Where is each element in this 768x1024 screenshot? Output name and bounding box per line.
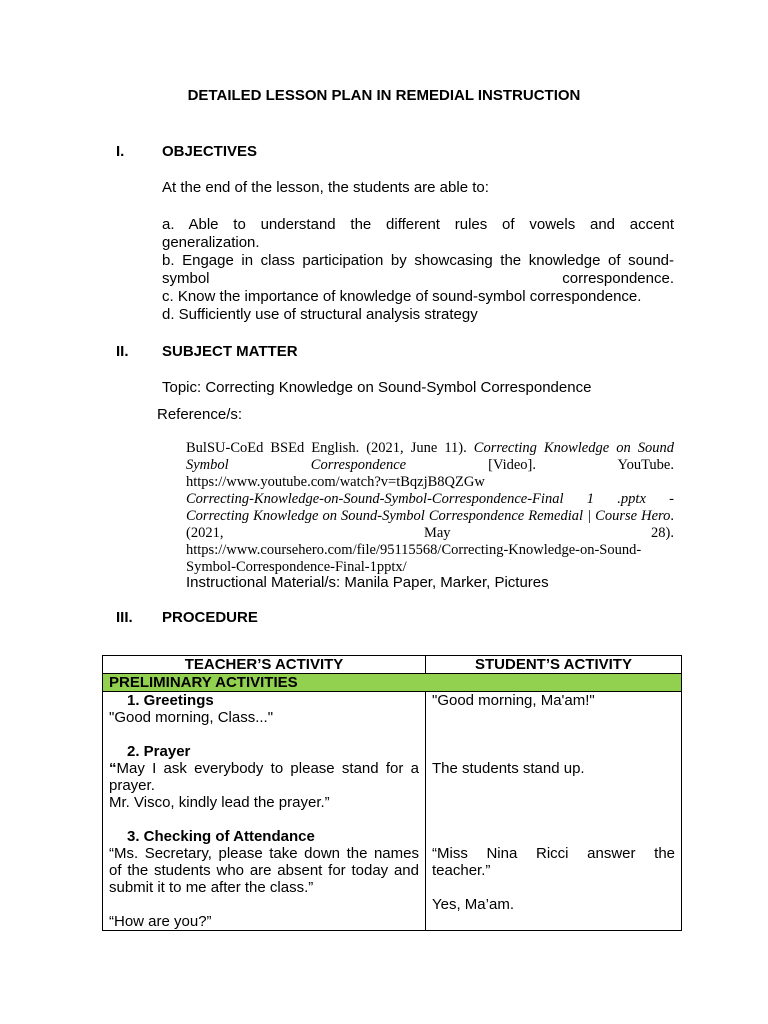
reference-2	[186, 491, 674, 542]
reference-1-author: BulSU-CoEd BSEd English. (2021, June 11).	[186, 440, 474, 456]
section-number-objectives: I.	[116, 143, 125, 160]
yes-maam: Yes, Ma’am.	[432, 896, 514, 913]
header-student-activity: STUDENT’S ACTIVITY	[426, 656, 682, 674]
student-activity-cell	[426, 692, 682, 931]
prayer-open-quote: “	[109, 760, 117, 777]
greetings-teacher: "Good morning, Class..."	[109, 709, 274, 726]
prayer-teacher-text: May I ask everybody to please stand for a prayer.	[109, 760, 419, 794]
section-title-subject-matter: SUBJECT MATTER	[162, 343, 298, 360]
reference-1-url[interactable]: https://www.youtube.com/watch?v=tBqzjB8QZGw	[186, 474, 485, 490]
greetings-title: 1. Greetings	[127, 692, 214, 709]
reference-list	[186, 440, 674, 576]
attendance-student: “Miss Nina Ricci answer the teacher.”	[432, 845, 675, 879]
reference-2-date: . (2021, May 28).	[186, 508, 674, 541]
reference-1-source: [Video]. YouTube.	[406, 457, 674, 473]
topic-line: Topic: Correcting Knowledge on Sound-Symbol Correspondence	[162, 379, 592, 396]
prayer-title: 2. Prayer	[127, 743, 191, 760]
objective-d: d. Sufficiently use of structural analysis strategy	[162, 306, 478, 323]
attendance-title: 3. Checking of Attendance	[127, 828, 315, 845]
objectives-intro: At the end of the lesson, the students are able to:	[162, 179, 489, 196]
instructional-materials: Instructional Material/s: Manila Paper, Marker, Pictures	[186, 574, 549, 591]
how-are-you: “How are you?”	[109, 913, 212, 930]
page-title: DETAILED LESSON PLAN IN REMEDIAL INSTRUCTION	[187, 87, 581, 104]
objectives-list	[162, 216, 674, 324]
section-number-subject-matter: II.	[116, 343, 129, 360]
objective-c: c. Know the importance of knowledge of sound-symbol correspondence.	[162, 288, 642, 305]
attendance-teacher: “Ms. Secretary, please take down the names of the students who are absent for today and submit it to me after the class.”	[109, 845, 419, 896]
reference-label: Reference/s:	[157, 406, 243, 423]
section-title-objectives: OBJECTIVES	[162, 143, 258, 160]
section-title-procedure: PROCEDURE	[162, 609, 258, 626]
objective-a-line1: a. Able to understand the different rules of vowels and accent	[162, 216, 674, 233]
objective-b-word-symbol: symbol	[162, 270, 210, 287]
preliminary-activities-label: PRELIMINARY ACTIVITIES	[103, 674, 682, 692]
teacher-activity-cell	[103, 692, 426, 931]
procedure-table	[102, 655, 682, 931]
prayer-student: The students stand up.	[432, 760, 585, 777]
prayer-teacher-line2: Mr. Visco, kindly lead the prayer.”	[109, 794, 330, 811]
reference-2-title: Correcting-Knowledge-on-Sound-Symbol-Correspondence-Final 1 .pptx - Correcting Knowledge on Sound-Symbol Correspondence Remedial | Course Hero	[186, 491, 674, 524]
table-row	[103, 692, 682, 931]
reference-1	[186, 440, 674, 474]
reference-2-url-line2[interactable]: Symbol-Correspondence-Final-1pptx/	[186, 559, 407, 575]
prayer-teacher-line1	[109, 760, 419, 794]
greetings-student: "Good morning, Ma'am!"	[432, 692, 595, 709]
table-row-prelim	[103, 674, 682, 692]
section-number-procedure: III.	[116, 609, 133, 626]
objective-a-line2: generalization.	[162, 234, 260, 251]
objective-b-line2	[162, 270, 674, 288]
reference-1-title: Correcting Knowledge on Sound Symbol Correspondence	[186, 440, 674, 473]
objective-b-line1: b. Engage in class participation by showcasing the knowledge of sound-	[162, 252, 674, 269]
reference-2-url-line1[interactable]: https://www.coursehero.com/file/95115568/Correcting-Knowledge-on-Sound-	[186, 542, 642, 558]
objective-b-word-correspondence: correspondence.	[562, 270, 674, 287]
header-teacher-activity: TEACHER’S ACTIVITY	[103, 656, 426, 674]
table-header-row	[103, 656, 682, 674]
